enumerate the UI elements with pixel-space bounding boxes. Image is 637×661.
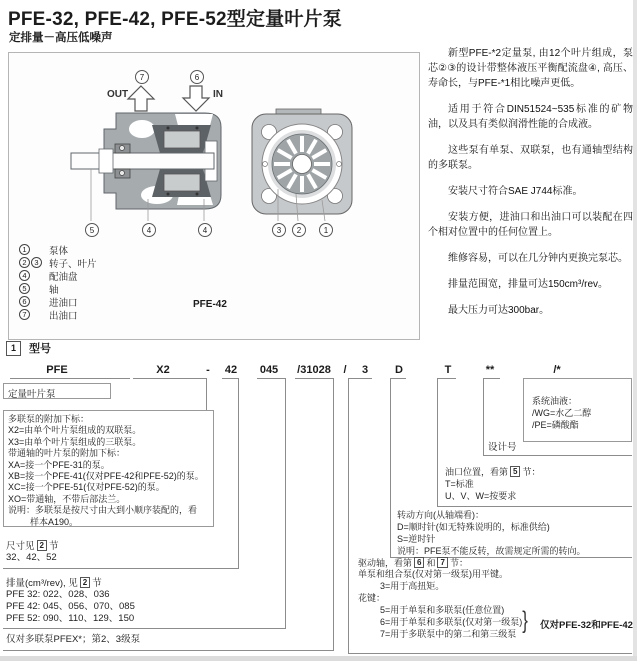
cavity [129, 120, 155, 138]
sizes-values: 32、42、52 [6, 552, 57, 563]
ladder-line [348, 653, 632, 654]
drive-line: 6=用于单泵和多联泵(仅对第一级泵) [380, 617, 523, 627]
cartridge-bottom [164, 174, 200, 191]
ladder-line [238, 378, 239, 568]
drive-line: 3=用于高扭矩。 [380, 581, 445, 591]
ladder-line [348, 378, 372, 379]
fluids-line: /WG=水乙二醇 [532, 408, 592, 418]
code-size: 42 [224, 364, 238, 376]
rotation-line: 转动方向(从轴端看)： [397, 510, 484, 520]
ports-line: U、V、W=按要求 [445, 491, 517, 501]
intro-column [428, 46, 633, 329]
legend-circle-2: 2 [19, 257, 30, 268]
page-edge-bottom [0, 656, 637, 661]
code-fluid: /* [553, 364, 561, 376]
legend-circle-1: 1 [19, 244, 30, 255]
disp-row: PFE 52: 090、110、129、150 [6, 613, 135, 624]
callout-4b: 4 [198, 223, 212, 237]
fluids-line: 系统油液： [532, 396, 578, 406]
design-number-label: 设计号 [488, 442, 517, 453]
multi-line: 样本A190。 [30, 516, 79, 527]
bolt-dot [196, 193, 199, 196]
section-ref-5: 5 [510, 466, 520, 477]
section-ref-2: 2 [80, 577, 90, 588]
multi-line: 多联泵的附加下标： [8, 414, 90, 424]
legend-label: 进油口 [49, 297, 78, 309]
section-ref-6: 6 [414, 557, 424, 568]
bearing-ball [120, 146, 125, 151]
callout-7: 7 [135, 70, 149, 84]
ladder-line [206, 378, 207, 410]
code-dash: - [206, 364, 210, 376]
ladder-line [333, 378, 334, 650]
multi-pump-box [3, 410, 214, 527]
pin-hole [337, 162, 342, 167]
multi-line: 说明：多联泵是按尺寸由大到小顺序装配的，看 [8, 505, 198, 516]
sizes-title: 尺寸见 2 节 [6, 541, 59, 552]
in-label: IN [213, 89, 223, 100]
out-arrow-icon [128, 86, 154, 111]
port-position-block [445, 466, 540, 502]
callout-1: 1 [319, 223, 333, 237]
legend-circle-4: 4 [19, 270, 30, 281]
shaft-step [99, 149, 113, 173]
code-disp: 045 [259, 364, 279, 376]
legend-label: 转子、叶片 [49, 258, 97, 270]
page-edge-right [633, 0, 637, 661]
ladder-line [10, 378, 130, 379]
legend-label: 出油口 [49, 310, 78, 322]
legend-circle-7: 7 [19, 309, 30, 320]
legend-row [19, 308, 97, 321]
code-design: ** [485, 364, 495, 376]
callout-2: 2 [292, 223, 306, 237]
drive-shaft-block [358, 557, 522, 641]
callout-5: 5 [85, 223, 99, 237]
legend-circle-6: 6 [19, 296, 30, 307]
drive-line: 7=用于多联泵中的第二和第三级泵 [380, 629, 517, 639]
ladder-line [295, 378, 334, 379]
intro-paragraph: 排量范围宽，排量可达150cm³/rev。 [448, 279, 609, 290]
in-arrow-icon [183, 86, 209, 111]
disp-title: 排量(cm³/rev), 见 2 节 [6, 578, 102, 589]
code-slash: / [343, 364, 347, 376]
multi-line: XC=接一个PFE-51(仅对PFE-52)的泵。 [8, 482, 165, 493]
rotation-block [397, 510, 586, 558]
code-ports: T [444, 364, 452, 376]
intro-paragraph: 安装方便，进油口和出油口可以装配在四个相对位置中的任何位置上。 [428, 212, 633, 238]
bolt-dot [196, 127, 199, 130]
intro-paragraph: 维修容易，可以在几分钟内更换完泵芯。 [448, 253, 628, 264]
disp-row: PFE 42: 045、056、070、085 [6, 601, 135, 612]
drive-brace: } [522, 607, 528, 634]
multi-line: X3=由单个叶片泵组成的三联泵。 [8, 436, 142, 447]
ladder-line [437, 506, 632, 507]
section-ref-7: 7 [437, 557, 447, 568]
multi-line: XA=接一个PFE-31的泵。 [8, 459, 110, 470]
intro-paragraph: 最大压力可达300bar。 [448, 305, 550, 316]
callout-6: 6 [190, 70, 204, 84]
intro-paragraph: 这些泵有单泵、双联泵，也有通轴型结构的多联泵。 [428, 145, 633, 171]
ladder-line [257, 378, 286, 379]
rotation-line: 说明：PFE泵不能反转，故需规定所需的转向。 [397, 546, 586, 556]
multi-line: X2=由单个叶片泵组成的双联泵。 [8, 425, 142, 436]
pin-hole [263, 162, 268, 167]
pump-shaft [71, 153, 214, 169]
ladder-line [483, 378, 484, 455]
legend-row [19, 282, 97, 295]
drive-line: 单泵和组合泵(仅对第一级泵)用平键。 [358, 569, 508, 579]
section-ref-2: 2 [37, 540, 47, 551]
intro-paragraph: 适用于符合DIN51524~535标准的矿物油，以及具有类似润滑性能的合成液。 [428, 104, 633, 130]
legend-row [19, 243, 97, 256]
multi-line: 带通轴的叶片泵的附加下标： [8, 448, 126, 459]
shaft-bore [293, 155, 312, 174]
code-multi: X2 [156, 364, 170, 376]
code-second: /31028 [297, 364, 331, 376]
ladder-line [3, 628, 286, 629]
figure-legend [19, 243, 97, 321]
code-prefix: PFE [46, 364, 68, 376]
ladder-line [133, 378, 207, 379]
rotation-line: S=逆时针 [397, 534, 436, 544]
page-subtitle: 定排量－高压低噪声 [9, 32, 113, 44]
ladder-line [222, 378, 239, 379]
model-section-header [6, 340, 51, 356]
page-title: PFE-32, PFE-42, PFE-52型定量叶片泵 [8, 9, 342, 30]
drive-brace-note: 仅对PFE-32和PFE-42 [540, 620, 633, 631]
displacement-block [6, 577, 135, 625]
multi-note: 仅对多联泵PFEX*；第2、3级泵 [6, 634, 141, 645]
rotation-line: D=顺时针(如无特殊说明的，标准供给) [397, 522, 550, 532]
drive-line: 5=用于单泵和多联泵(任意位置) [380, 605, 505, 615]
cartridge-top [164, 131, 200, 148]
legend-row [19, 295, 97, 308]
ladder-line [348, 378, 349, 653]
legend-row [19, 256, 97, 269]
ladder-line [437, 378, 438, 506]
ladder-line [390, 378, 391, 557]
callout-4a: 4 [142, 223, 156, 237]
pump-figure-box [8, 52, 420, 340]
multi-line: XO=带通轴，不带后部法兰。 [8, 493, 126, 504]
ports-title: 油口位置，看第 5 节： [445, 467, 541, 477]
ladder-line [483, 378, 500, 379]
ladder-line [285, 378, 286, 628]
ladder-line [437, 378, 456, 379]
legend-label: 泵体 [49, 245, 69, 257]
sizes-block [6, 540, 58, 564]
intro-paragraph: 新型PFE-*2定量泵, 由12个叶片组成，泵芯②③的设计带整体液压平衡配流盘④, 高压、寿命长，与PFE-*1相比噪声更低。 [428, 48, 633, 89]
bolt-dot [167, 193, 170, 196]
drive-line: 花键： [358, 593, 386, 603]
legend-row [19, 269, 97, 282]
out-label: OUT [107, 89, 129, 100]
legend-label: 配油盘 [49, 271, 78, 283]
drive-title: 驱动轴，看第 6 和 7 节： [358, 558, 468, 568]
section-number-box: 1 [6, 341, 21, 356]
callout-3: 3 [272, 223, 286, 237]
section-title: 型号 [29, 343, 51, 355]
legend-circle-5: 5 [19, 283, 30, 294]
fluids-line: /PE=磷酸酯 [532, 420, 579, 430]
bolt-dot [167, 127, 170, 130]
ports-line: T=标准 [445, 479, 474, 489]
ladder-line [3, 650, 334, 651]
legend-circle-3: 3 [31, 257, 42, 268]
intro-paragraph: 安装尺寸符合SAE J744标准。 [448, 186, 583, 197]
figure-caption: PFE-42 [193, 299, 227, 310]
multi-line: XB=接一个PFE-41(仅对PFE-42和PFE-52)的泵。 [8, 470, 204, 481]
pump-type-box [3, 383, 111, 399]
legend-label: 轴 [49, 284, 59, 296]
pump-type-label: 定量叶片泵 [8, 389, 56, 400]
fluids-box [523, 378, 632, 442]
ladder-line [3, 568, 239, 569]
ladder-line [483, 455, 632, 456]
bearing-ball [120, 171, 125, 176]
code-shaft: 3 [361, 364, 369, 376]
ladder-line [390, 378, 406, 379]
disp-row: PFE 32: 022、028、036 [6, 589, 110, 600]
code-rotation: D [395, 364, 403, 376]
